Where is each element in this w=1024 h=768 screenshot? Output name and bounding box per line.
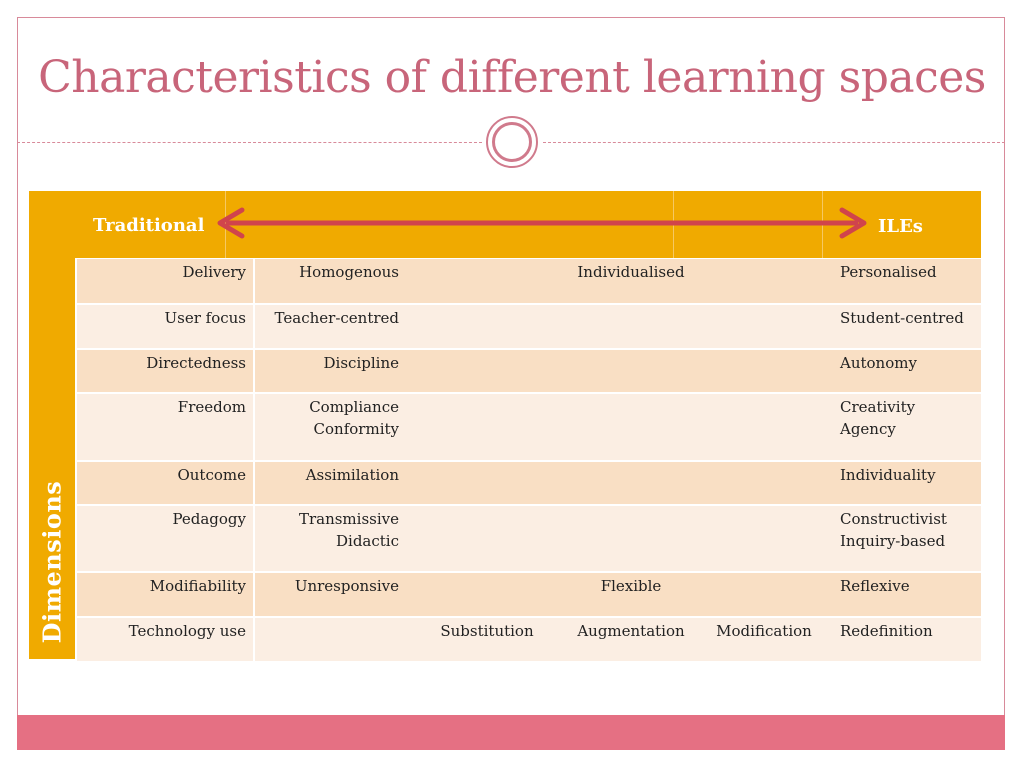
characteristics-table <box>77 259 981 661</box>
header-iles-label: ILEs <box>878 216 923 237</box>
mid-cell: Flexible <box>600 577 662 595</box>
iles-cell: Individuality <box>840 466 936 484</box>
samr-step-cell: Augmentation <box>577 622 685 640</box>
traditional-cell: Assimilation <box>305 466 399 484</box>
title-divider-right <box>543 142 1005 143</box>
traditional-cell <box>257 509 399 552</box>
traditional-line: Conformity <box>313 419 399 438</box>
iles-cell: Reflexive <box>840 577 910 595</box>
table-row <box>77 462 981 506</box>
iles-cell: Student-centred <box>840 309 964 327</box>
iles-line: Inquiry-based <box>840 531 946 550</box>
iles-line: Creativity <box>840 398 916 416</box>
iles-cell: Autonomy <box>840 354 917 372</box>
table-row <box>77 394 981 462</box>
iles-cell <box>840 397 980 440</box>
table-row <box>77 259 981 305</box>
iles-line: Constructivist <box>840 510 947 528</box>
dimension-cell: User focus <box>164 309 246 327</box>
double-arrow-icon <box>212 205 872 241</box>
iles-line: Agency <box>840 419 896 438</box>
table-row <box>77 305 981 350</box>
dimension-cell: Freedom <box>177 398 246 416</box>
header-traditional-label: Traditional <box>93 215 205 236</box>
footer-bar <box>17 715 1005 750</box>
slide-title: Characteristics of different learning spaces <box>38 52 986 103</box>
dimension-cell: Modifiability <box>149 577 246 595</box>
dimension-cell: Technology use <box>128 622 246 640</box>
traditional-line: Transmissive <box>298 510 399 528</box>
table-row <box>77 618 981 661</box>
iles-cell: Personalised <box>840 263 937 281</box>
divider-circle-ornament <box>486 116 538 168</box>
traditional-cell: Unresponsive <box>294 577 399 595</box>
table-row <box>77 350 981 394</box>
iles-cell <box>840 509 980 552</box>
samr-step-cell: Modification <box>716 622 812 640</box>
traditional-cell <box>257 397 399 440</box>
mid-cell: Individualised <box>577 263 685 281</box>
dimensions-label: Dimensions <box>37 480 67 644</box>
dimension-cell: Pedagogy <box>172 510 246 528</box>
traditional-cell: Discipline <box>323 354 399 372</box>
samr-step-cell: Substitution <box>440 622 534 640</box>
table-row <box>77 506 981 573</box>
traditional-cell: Teacher-centred <box>274 309 399 327</box>
table-row <box>77 573 981 618</box>
traditional-line: Didactic <box>336 531 399 550</box>
traditional-cell: Homogenous <box>299 263 399 281</box>
dimension-cell: Outcome <box>177 466 246 484</box>
dimension-cell: Directedness <box>146 354 246 372</box>
iles-cell: Redefinition <box>840 622 933 640</box>
dimension-cell: Delivery <box>182 263 246 281</box>
title-divider-left <box>17 142 482 143</box>
traditional-line: Compliance <box>309 398 399 416</box>
